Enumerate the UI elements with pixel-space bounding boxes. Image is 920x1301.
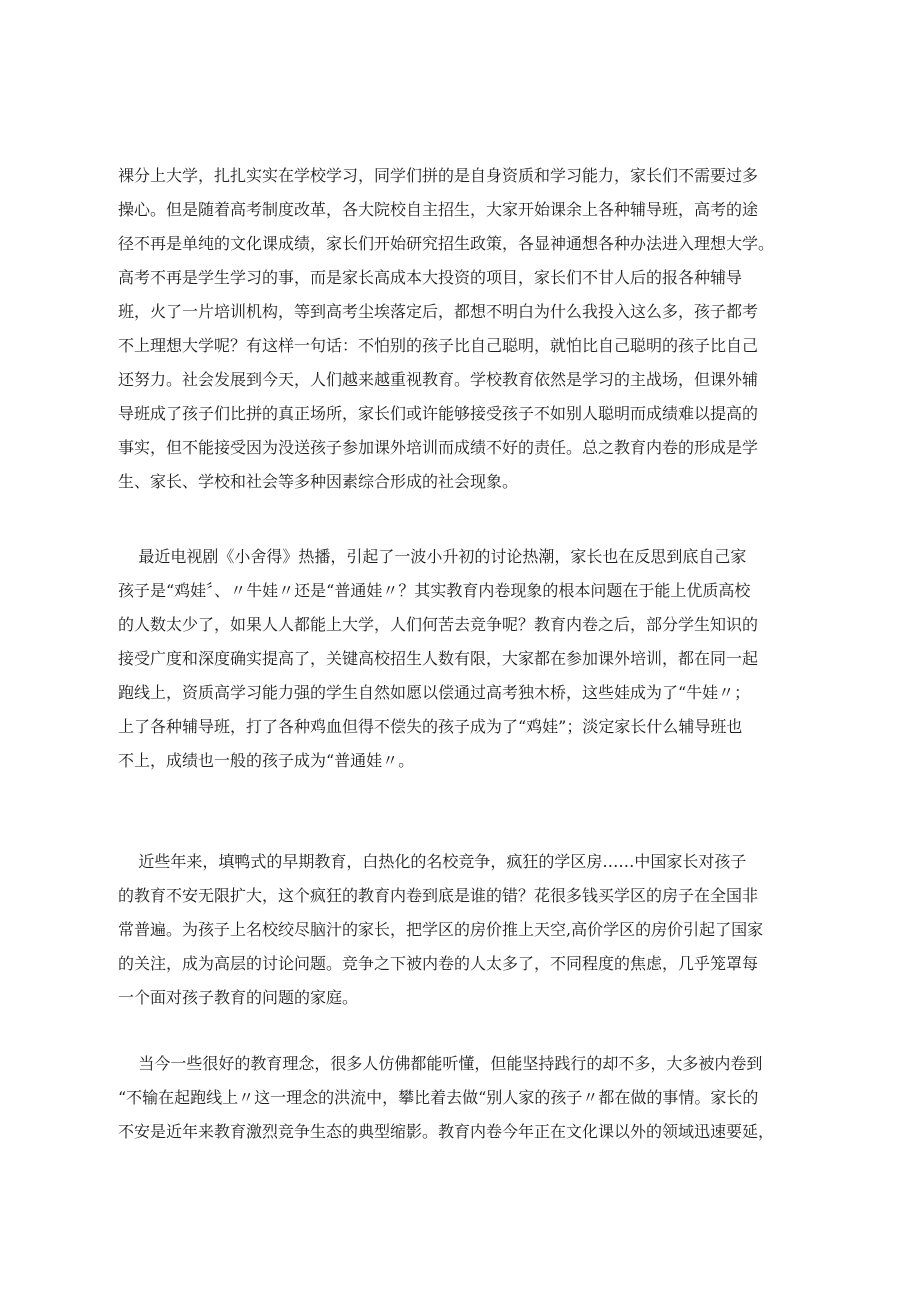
- paragraph-4: [118, 1047, 818, 1149]
- text-line: 上了各种辅导班，打了各种鸡血但得不偿失的孩子成为了“鸡娃”；淡定家长什么辅导班也: [118, 717, 743, 736]
- paragraph-1: [118, 159, 818, 499]
- text-line: 最近电视剧《小舍得》热播，引起了一波小升初的讨论热潮，家长也在反思到底自己家: [118, 547, 747, 566]
- text-line: 的关注，成为高层的讨论问题。竞争之下被内卷的人太多了，不同程度的焦虑，几乎笼罩每: [118, 954, 759, 973]
- text-line: 裸分上大学，扎扎实实在学校学习，同学们拼的是自身资质和学习能力，家长们不需要过多: [118, 166, 759, 185]
- paragraph-3: [118, 845, 818, 1015]
- text-line: 孩子是“鸡娃〞、〃牛娃〃还是“普通娃〃？其实教育内卷现象的根本问题在于能上优质高校: [118, 581, 751, 600]
- text-line: 跑线上，资质高学习能力强的学生自然如愿以偿通过高考独木桥，这些娃成为了“牛娃〃；: [118, 683, 751, 702]
- text-line: 近些年来，填鸭式的早期教育，白热化的名校竞争，疯狂的学区房……中国家长对孩子: [118, 852, 747, 871]
- text-line: 还努力。社会发展到今天，人们越来越重视教育。学校教育依然是学习的主战场，但课外辅: [118, 370, 759, 389]
- text-line: 的人数太少了，如果人人都能上大学，人们何苦去竞争呢？教育内卷之后，部分学生知识的: [118, 615, 759, 634]
- text-line: 班，火了一片培训机构，等到高考尘埃落定后，都想不明白为什么我投入这么多，孩子都考: [118, 302, 759, 321]
- text-line: 事实，但不能接受因为没送孩子参加课外培训而成绩不好的责任。总之教育内卷的形成是学: [118, 438, 759, 457]
- text-line: 不安是近年来教育激烈竞争生态的典型缩影。教育内卷今年正在文化课以外的领域迅速要延，: [118, 1122, 775, 1141]
- text-line: 导班成了孩子们比拼的真正场所，家长们或许能够接受孩子不如别人聪明而成绩难以提高的: [118, 404, 759, 423]
- text-line: 生、家长、学校和社会等多种因素综合形成的社会现象。: [118, 472, 519, 491]
- text-line: 不上理想大学呢？有这样一句话：不怕别的孩子比自己聪明，就怕比自己聪明的孩子比自己: [118, 336, 759, 355]
- text-line: 当今一些很好的教育理念，很多人仿佛都能听懂，但能坚持践行的却不多，大多被内卷到: [118, 1054, 763, 1073]
- text-line: 高考不再是学生学习的事，而是家长高成本大投资的项目，家长们不甘人后的报各种辅导: [118, 268, 743, 287]
- text-line: 操心。但是随着高考制度改革，各大院校自主招生，大家开始课余上各种辅导班，高考的途: [118, 200, 759, 219]
- text-line: 的教育不安无限扩大，这个疯狂的教育内卷到底是谁的错？花很多钱买学区的房子在全国非: [118, 886, 759, 905]
- text-line: 常普遍。为孩子上名校绞尽脑汁的家长，把学区的房价推上天空,高价学区的房价引起了国家: [118, 920, 764, 939]
- text-line: “不输在起跑线上〃这一理念的洪流中，攀比着去做“别人家的孩子〃都在做的事情。家长的: [118, 1088, 759, 1107]
- text-line: 径不再是单纯的文化课成绩，家长们开始研究招生政策，各显神通想各种办法进入理想大学。: [118, 234, 775, 253]
- paragraph-2: [118, 540, 818, 778]
- text-line: 不上，成绩也一般的孩子成为“普通娃〃。: [118, 751, 415, 770]
- text-line: 接受广度和深度确实提高了，关键高校招生人数有限，大家都在参加课外培训，都在同一起: [118, 649, 759, 668]
- text-line: 一个面对孩子教育的问题的家庭。: [118, 988, 359, 1007]
